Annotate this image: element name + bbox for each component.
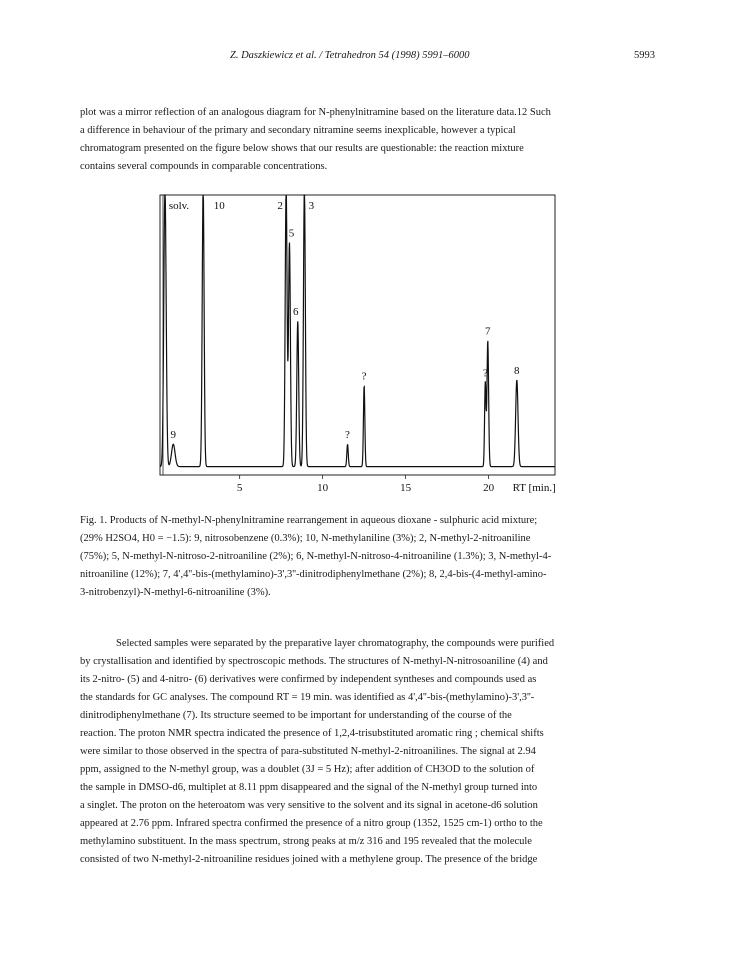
chromatogram-trace <box>160 195 555 467</box>
text-line: methylamino substituent. In the mass spectrum, strong peaks at m/z 316 and 195 revealed that the molecule <box>80 836 532 847</box>
peak-label: ? <box>361 370 367 383</box>
text-line: its 2-nitro- (5) and 4-nitro- (6) derivatives were confirmed by independent syntheses and compounds used as <box>80 674 537 685</box>
caption-line: (75%); 5, N-methyl-N-nitroso-2-nitroaniline (2%); 6, N-methyl-N-nitroso-4-nitroaniline (1.3%); 3, N-methyl-4- <box>80 551 552 562</box>
text-line: contains several compounds in comparable concentrations. <box>80 161 328 172</box>
peak-label: ? <box>482 367 488 380</box>
x-axis-label: RT [min.] <box>512 482 556 494</box>
peak-label: 9 <box>170 429 177 442</box>
text-line: plot was a mirror reflection of an analogous diagram for N-phenylnitramine based on the literature data.12 Such <box>80 107 551 118</box>
text-line: a singlet. The proton on the heteroatom was very sensitive to the solvent and its signal in acetone-d6 solution <box>80 800 538 811</box>
text-line: appeared at 2.76 ppm. Infrared spectra confirmed the presence of a nitro group (1352, 1525 cm-1) ortho to the <box>80 818 543 829</box>
caption-line: (29% H2SO4, H0 = −1.5): 9, nitrosobenzene (0.3%); 10, N-methylaniline (3%); 2, N-methyl-2-nitroaniline <box>80 533 531 544</box>
text-line: the sample in DMSO-d6, multiplet at 8.11 ppm disappeared and the signal of the N-methyl group turned into <box>80 782 538 793</box>
text-line: reaction. The proton NMR spectra indicated the presence of 1,2,4-trisubstituted aromatic ring ; chemical shifts <box>80 728 544 739</box>
figure-caption <box>80 512 645 602</box>
peak-label: 7 <box>485 325 491 338</box>
text-line: ppm, assigned to the N-methyl group, was a doublet (3J = 5 Hz); after addition of CH3OD to the solution of <box>80 764 535 775</box>
x-tick-label: 5 <box>236 482 243 494</box>
running-head: Z. Daszkiewicz et al. / Tetrahedron 54 (1998) 5991–6000 <box>230 50 470 61</box>
plot-frame <box>160 195 555 475</box>
text-line: Selected samples were separated by the preparative layer chromatography, the compounds were purified <box>116 638 555 649</box>
peak-label: 2 <box>277 200 283 212</box>
peak-label: 6 <box>293 306 299 318</box>
caption-line: 3-nitrobenzyl)-N-methyl-6-nitroaniline (3%). <box>80 587 271 598</box>
paragraph-intro <box>80 104 645 176</box>
x-tick-label: 10 <box>317 482 329 494</box>
peak-label: 8 <box>514 364 520 377</box>
caption-line: nitroaniline (12%); 7, 4',4''-bis-(methylamino)-3',3''-dinitrodiphenylmethane (2%); 8, 2,4-bis-(4-methyl-amino- <box>80 569 547 580</box>
page-number: 5993 <box>634 50 655 61</box>
peak-label: 10 <box>213 200 225 212</box>
chromatogram-figure <box>150 190 570 500</box>
text-line: by crystallisation and identified by spectroscopic methods. The structures of N-methyl-N-nitrosoaniline (4) and <box>80 656 548 667</box>
text-line: the standards for GC analyses. The compound RT = 19 min. was identified as 4',4''-bis-(methylamino)-3',3''- <box>80 692 535 703</box>
peak-label: ? <box>345 429 350 442</box>
text-line: a difference in behaviour of the primary and secondary nitramine seems inexplicable, however a typical <box>80 125 516 136</box>
x-tick-label: 20 <box>483 482 495 494</box>
text-line: were similar to those observed in the spectra of para-substituted N-methyl-2-nitroanilines. The signal at 2.94 <box>80 746 536 757</box>
chromatogram-chart <box>150 190 570 500</box>
caption-line: Fig. 1. Products of N-methyl-N-phenylnitramine rearrangement in aqueous dioxane - sulphuric acid mixture; <box>80 515 538 526</box>
text-line: chromatogram presented on the figure below shows that our results are questionable: the reaction mixture <box>80 143 524 154</box>
text-line: dinitrodiphenylmethane (7). Its structure seemed to be important for understanding of the course of the <box>80 710 512 721</box>
peak-label: 3 <box>308 200 315 212</box>
x-tick-label: 15 <box>400 482 412 494</box>
text-line: consisted of two N-methyl-2-nitroaniline residues joined with a methylene group. The presence of the bridge <box>80 854 538 865</box>
paragraph-body <box>80 635 645 869</box>
peak-label: 5 <box>288 227 295 240</box>
peak-label: solv. <box>168 200 190 212</box>
